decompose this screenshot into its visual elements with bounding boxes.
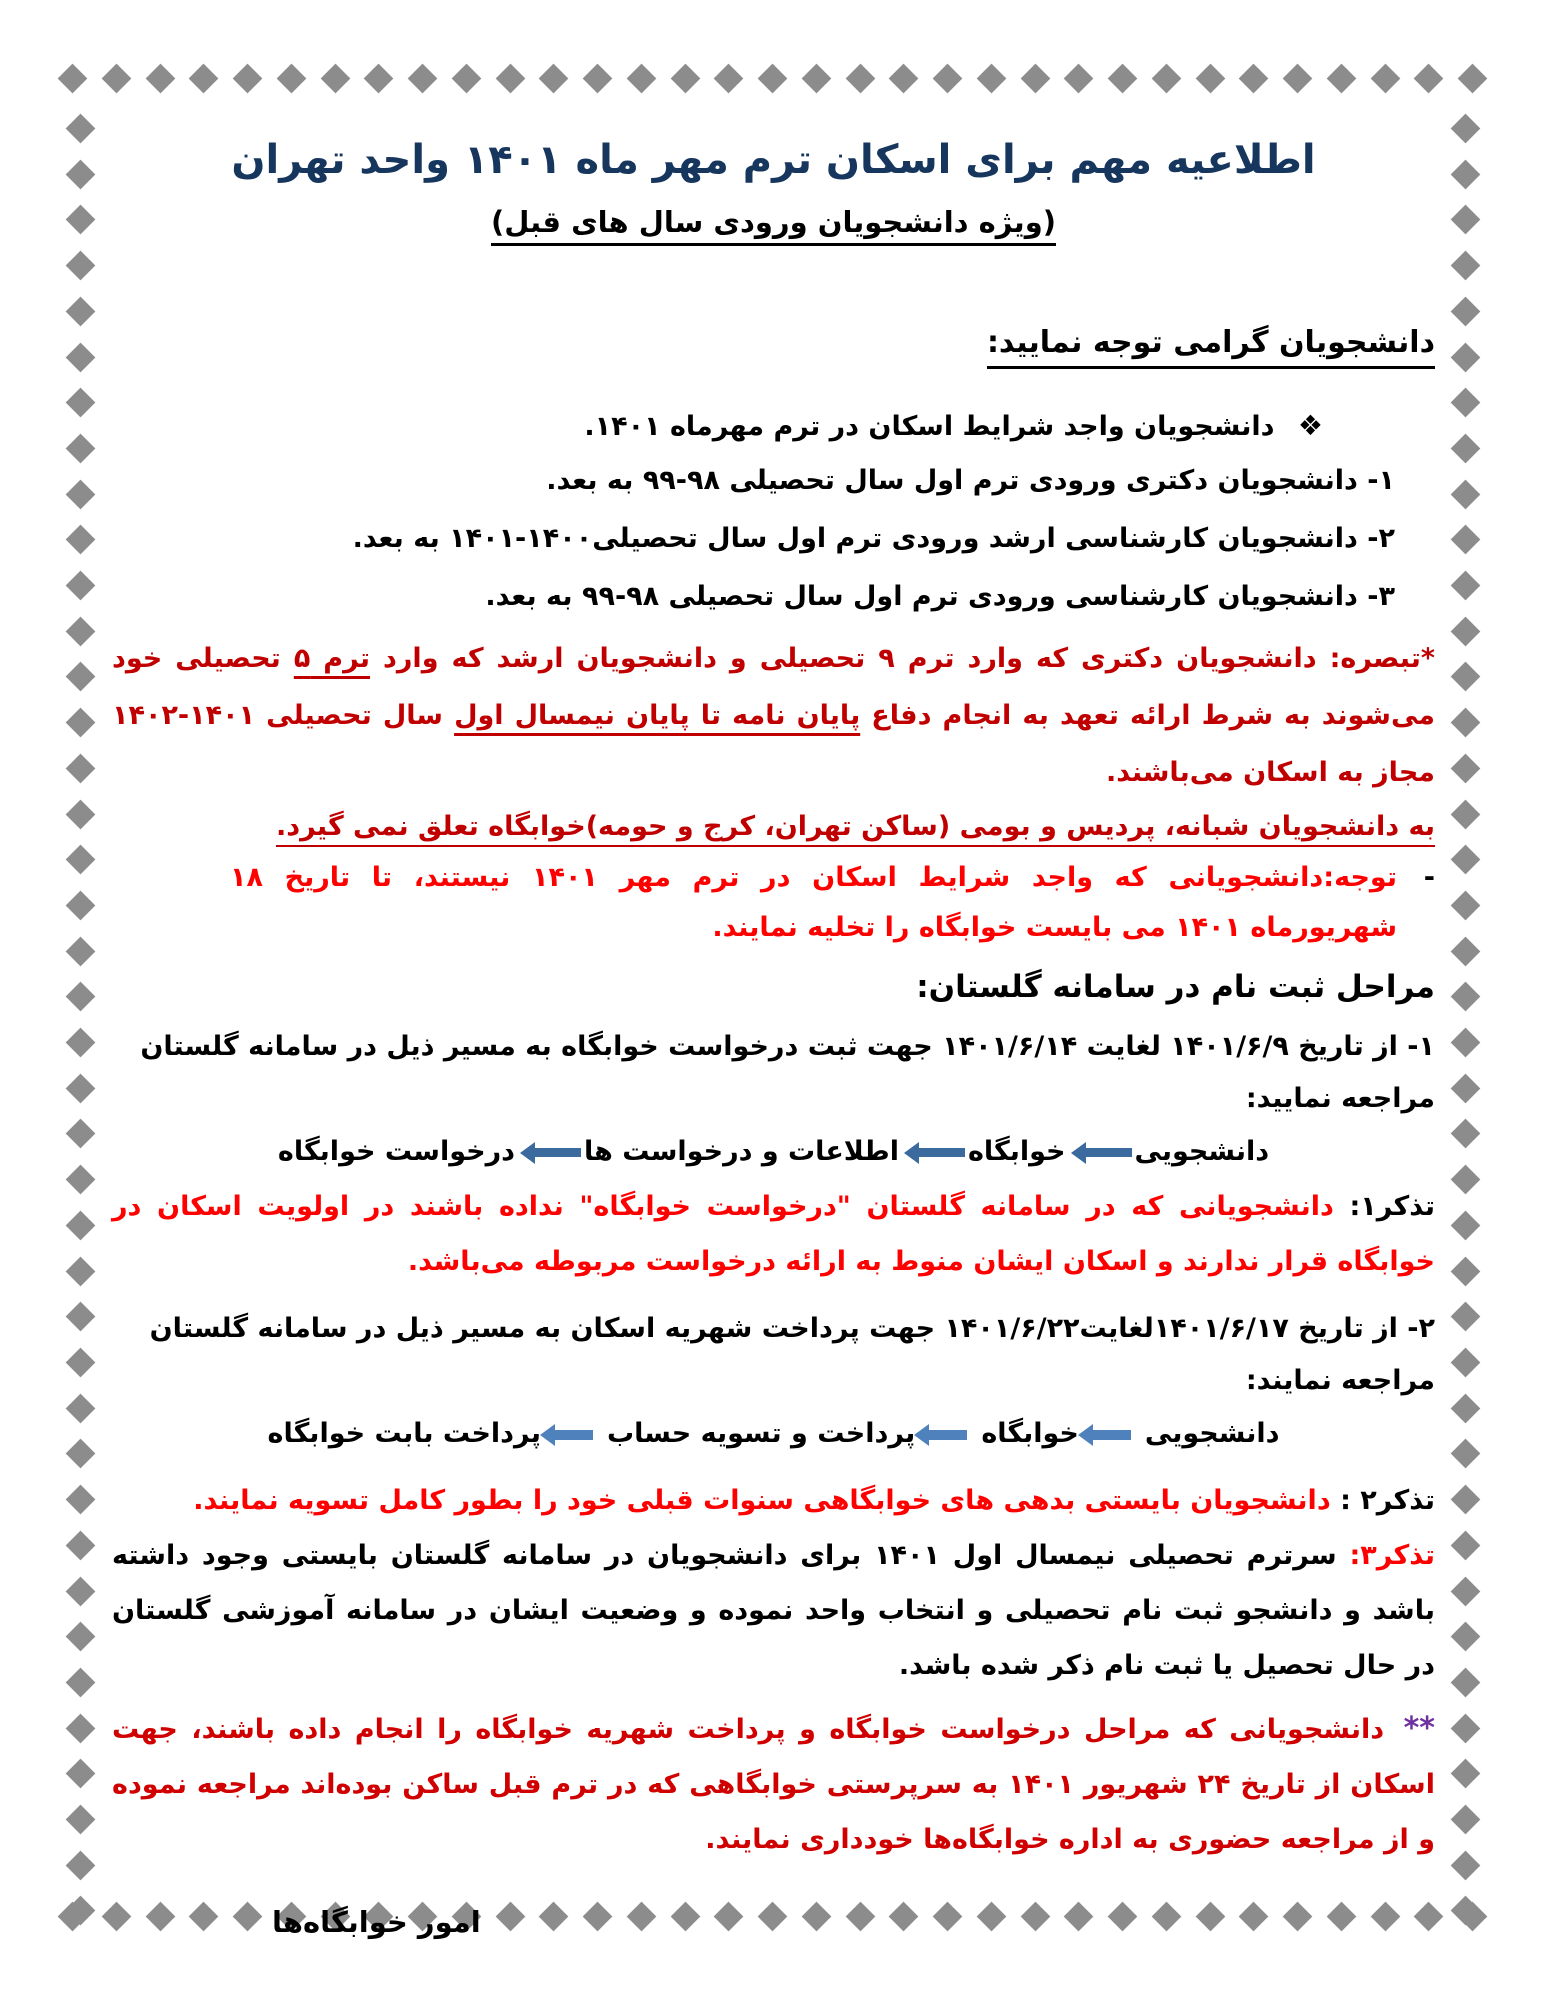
- tazakor3-label: تذکر۳:: [1349, 1540, 1435, 1571]
- diamond-shape: [65, 1211, 95, 1241]
- signature: امور خوابگاه‌ها: [272, 1905, 481, 1939]
- tazakor1-label: تذکر۱:: [1349, 1191, 1435, 1222]
- diamond-shape: [65, 251, 95, 281]
- tabsereh-underlined-term: ترم ۵: [293, 643, 371, 674]
- eligibility-item-3: ۳- دانشجویان کارشناسی ورودی ترم اول سال تحصیلی ۹۸-۹۹ به بعد.: [485, 581, 1395, 612]
- tazakor2-label: تذکر۲ :: [1340, 1485, 1435, 1516]
- arrow-left-icon: [1093, 1430, 1131, 1440]
- diamond-shape: [801, 63, 831, 93]
- diamond-shape: [1450, 1073, 1480, 1103]
- diamond-shape: [65, 1622, 95, 1652]
- step-1-text: ۱- از تاریخ ۱۴۰۱/۶/۹ لغایت ۱۴۰۱/۶/۱۴ جهت ثبت درخواست خوابگاه به مسیر ذیل در سامانه گلستان مراجعه نمایید:: [140, 1031, 1435, 1114]
- note-tabsereh: [112, 630, 1435, 801]
- note-shabaneh: [112, 801, 1435, 853]
- diamond-bullet-icon: ❖: [1297, 409, 1323, 442]
- diamond-shape: [1450, 1302, 1480, 1332]
- diamond-shape: [1450, 936, 1480, 966]
- diamond-shape: [65, 662, 95, 692]
- diamond-shape: [276, 63, 306, 93]
- path1-step-2: خوابگاه: [967, 1136, 1066, 1167]
- diamond-shape: [1458, 63, 1488, 93]
- diamond-shape: [1283, 63, 1313, 93]
- diamond-shape: [1020, 63, 1050, 93]
- diamond-shape: [583, 63, 613, 93]
- tabsereh-seg-3: سال تحصیلی ۱۴۰۱-۱۴۰۲ مجاز به اسکان می‌باشند.: [112, 700, 1435, 788]
- diamond-shape: [1450, 662, 1480, 692]
- diamond-shape: [1326, 63, 1356, 93]
- diamond-shape: [65, 845, 95, 875]
- tazakor2-body: دانشجویان بایستی بدهی های خوابگاهی سنوات قبلی خود را بطور کامل تسویه نمایند.: [193, 1485, 1341, 1516]
- diamond-shape: [65, 1119, 95, 1149]
- tabsereh-seg-2: تحصیلی خود می‌شوند به شرط ارائه تعهد به انجام دفاع: [112, 643, 1435, 731]
- diamond-shape: [189, 63, 219, 93]
- diamond-shape: [65, 799, 95, 829]
- diamond-shape: [626, 63, 656, 93]
- diamond-shape: [670, 63, 700, 93]
- diamond-shape: [65, 434, 95, 464]
- diamond-shape: [1450, 388, 1480, 418]
- diamond-shape: [65, 1896, 95, 1926]
- diamond-shape: [1450, 799, 1480, 829]
- diamond-border-left: [64, 118, 96, 1922]
- diamond-shape: [1450, 1668, 1480, 1698]
- golestan-menu-path-2: [112, 1407, 1435, 1461]
- note-tazakor-3: [112, 1528, 1435, 1693]
- diamond-shape: [714, 63, 744, 93]
- eligibility-intro-text: دانشجویان واجد شرایط اسکان در ترم مهرماه ۱۴۰۱.: [584, 411, 1275, 442]
- diamond-shape: [65, 1439, 95, 1469]
- path2-step-1: دانشجویی: [1144, 1418, 1280, 1449]
- diamond-shape: [65, 296, 95, 326]
- diamond-shape: [1450, 434, 1480, 464]
- diamond-shape: [933, 63, 963, 93]
- path1-step-4: درخواست خوابگاه: [277, 1136, 516, 1167]
- diamond-shape: [495, 63, 525, 93]
- diamond-shape: [539, 63, 569, 93]
- diamond-shape: [65, 1805, 95, 1835]
- path2-step-4: پرداخت بابت خوابگاه: [267, 1418, 541, 1449]
- tazakor1-body: دانشجویانی که در سامانه گلستان "درخواست خوابگاه" نداده باشند در اولویت اسکان در خوابگاه قرار ندارند و اسکان ایشان منوط به ارائه درخواست مربوطه می‌باشد.: [112, 1191, 1435, 1277]
- diamond-shape: [1450, 1896, 1480, 1926]
- diamond-shape: [1450, 753, 1480, 783]
- greeting-heading: دانشجویان گرامی توجه نمایید:: [987, 325, 1435, 369]
- diamond-shape: [1450, 159, 1480, 189]
- path2-step-2: خوابگاه: [981, 1418, 1079, 1449]
- diamond-shape: [451, 63, 481, 93]
- step-2-text: ۲- از تاریخ ۱۴۰۱/۶/۱۷لغایت۱۴۰۱/۶/۲۲ جهت پرداخت شهریه اسکان به مسیر ذیل در سامانه گلستان مراجعه نمایند:: [149, 1313, 1435, 1396]
- tabsereh-underlined-phrase: پایان نامه تا پایان نیمسال اول: [454, 700, 861, 731]
- diamond-shape: [1450, 479, 1480, 509]
- diamond-shape: [1239, 63, 1269, 93]
- page-title: اطلاعیه مهم برای اسکان ترم مهر ماه ۱۴۰۱ واحد تهران: [231, 137, 1316, 183]
- diamond-shape: [65, 753, 95, 783]
- note-tazakor-2: [112, 1473, 1435, 1528]
- diamond-shape: [65, 1028, 95, 1058]
- path2-step-3: پرداخت و تسویه حساب: [606, 1418, 916, 1449]
- diamond-shape: [1450, 1805, 1480, 1835]
- page-subtitle: (ویژه دانشجویان ورودی سال های قبل): [491, 205, 1056, 246]
- greeting-wrap: [112, 315, 1435, 375]
- path1-step-1: دانشجویی: [1134, 1136, 1270, 1167]
- golestan-menu-path-1: [112, 1125, 1435, 1179]
- tazakor3-body: سرترم تحصیلی نیمسال اول ۱۴۰۱ برای دانشجویان در سامانه گلستان بایستی وجود داشته باشد و دانشجو ثبت نام تحصیلی و انتخاب واحد نموده و وضعیت ایشان در سامانه آموزشی گلستان در حال تحصیل یا ثبت نام ذکر شده باشد.: [112, 1540, 1435, 1681]
- eligibility-intro-line: [112, 401, 1435, 452]
- diamond-shape: [65, 891, 95, 921]
- diamond-shape: [1450, 1119, 1480, 1149]
- diamond-shape: [1450, 1439, 1480, 1469]
- diamond-shape: [65, 1485, 95, 1515]
- diamond-shape: [65, 1348, 95, 1378]
- diamond-shape: [1450, 114, 1480, 144]
- diamond-shape: [65, 1759, 95, 1789]
- diamond-shape: [1450, 1622, 1480, 1652]
- arrow-left-icon: [929, 1430, 967, 1440]
- diamond-shape: [101, 63, 131, 93]
- diamond-shape: [65, 205, 95, 235]
- diamond-shape: [1450, 1348, 1480, 1378]
- diamond-shape: [845, 63, 875, 93]
- diamond-shape: [65, 1668, 95, 1698]
- diamond-shape: [233, 63, 263, 93]
- diamond-shape: [364, 63, 394, 93]
- diamond-shape: [1450, 1211, 1480, 1241]
- tabsereh-seg-1: *تبصره: دانشجویان دکتری که وارد ترم ۹ تحصیلی و دانشجویان ارشد که وارد: [370, 643, 1435, 674]
- diamond-shape: [65, 571, 95, 601]
- diamond-shape: [1450, 1530, 1480, 1560]
- subtitle-wrap: [112, 198, 1435, 251]
- diamond-shape: [1450, 1485, 1480, 1515]
- announcement-document: [112, 128, 1435, 1947]
- diamond-shape: [65, 1530, 95, 1560]
- diamond-shape: [65, 342, 95, 372]
- diamond-shape: [1450, 1759, 1480, 1789]
- diamond-shape: [889, 63, 919, 93]
- diamond-shape: [65, 616, 95, 646]
- arrow-left-icon: [555, 1430, 593, 1440]
- diamond-shape: [1064, 63, 1094, 93]
- diamond-shape: [145, 63, 175, 93]
- diamond-shape: [1450, 982, 1480, 1012]
- eligibility-item-1: ۱- دانشجویان دکتری ورودی ترم اول سال تحصیلی ۹۸-۹۹ به بعد.: [546, 465, 1395, 496]
- note-tazakor-1: [112, 1179, 1435, 1289]
- diamond-shape: [408, 63, 438, 93]
- arrow-left-icon: [1086, 1148, 1132, 1157]
- diamond-shape: [1370, 63, 1400, 93]
- diamond-shape: [65, 1073, 95, 1103]
- dash-bullet: -: [1423, 862, 1435, 893]
- shabaneh-text: به دانشجویان شبانه، پردیس و بومی (ساکن تهران، کرج و حومه)خوابگاه تعلق نمی گیرد.: [276, 811, 1435, 847]
- diamond-shape: [1450, 296, 1480, 326]
- diamond-shape: [1450, 616, 1480, 646]
- diamond-shape: [65, 388, 95, 418]
- diamond-shape: [65, 1576, 95, 1606]
- diamond-shape: [1450, 708, 1480, 738]
- diamond-shape: [1108, 63, 1138, 93]
- path1-step-3: اطلاعات و درخواست ها: [584, 1136, 899, 1167]
- diamond-shape: [65, 1393, 95, 1423]
- diamond-shape: [1450, 1713, 1480, 1743]
- double-asterisk-marker: **: [1403, 1711, 1435, 1746]
- diamond-shape: [1195, 63, 1225, 93]
- diamond-shape: [976, 63, 1006, 93]
- diamond-shape: [65, 1302, 95, 1332]
- diamond-shape: [1450, 205, 1480, 235]
- diamond-shape: [65, 1256, 95, 1286]
- diamond-shape: [1450, 1393, 1480, 1423]
- diamond-border-right: [1449, 118, 1481, 1922]
- tavajoh-text: توجه:دانشجویانی که واجد شرایط اسکان در ترم مهر ۱۴۰۱ نیستند، تا تاریخ ۱۸ شهریورماه ۱۴۰۱ می بایست خوابگاه را تخلیه نمایند.: [230, 862, 1397, 943]
- diamond-shape: [1450, 891, 1480, 921]
- diamond-shape: [1450, 342, 1480, 372]
- diamond-shape: [65, 114, 95, 144]
- diamond-shape: [65, 982, 95, 1012]
- diamond-shape: [1450, 1165, 1480, 1195]
- diamond-shape: [1414, 63, 1444, 93]
- diamond-shape: [65, 479, 95, 509]
- diamond-shape: [65, 1165, 95, 1195]
- diamond-shape: [65, 159, 95, 189]
- diamond-shape: [758, 63, 788, 93]
- diamond-shape: [1450, 1256, 1480, 1286]
- diamond-shape: [1450, 845, 1480, 875]
- diamond-shape: [58, 63, 88, 93]
- arrow-left-icon: [535, 1148, 581, 1157]
- diamond-shape: [1450, 525, 1480, 555]
- diamond-shape: [1450, 1850, 1480, 1880]
- diamond-shape: [65, 1713, 95, 1743]
- arrow-left-icon: [919, 1148, 965, 1157]
- diamond-shape: [1450, 1028, 1480, 1058]
- note-tavajoh: [112, 853, 1435, 953]
- diamond-shape: [1450, 251, 1480, 281]
- diamond-shape: [65, 936, 95, 966]
- diamond-shape: [65, 708, 95, 738]
- diamond-shape: [1151, 63, 1181, 93]
- diamond-shape: [1450, 1576, 1480, 1606]
- note-final: [112, 1701, 1435, 1867]
- diamond-shape: [65, 1850, 95, 1880]
- diamond-border-top: [62, 62, 1483, 94]
- diamond-shape: [320, 63, 350, 93]
- diamond-shape: [1450, 571, 1480, 601]
- eligibility-item-2: ۲- دانشجویان کارشناسی ارشد ورودی ترم اول سال تحصیلی۱۴۰۰-۱۴۰۱ به بعد.: [352, 523, 1395, 554]
- diamond-shape: [65, 525, 95, 555]
- final-note-body: دانشجویانی که مراحل درخواست خوابگاه و پرداخت شهریه خوابگاه را انجام داده باشند، جهت اسکان از تاریخ ۲۴ شهریور ۱۴۰۱ به سرپرستی خوابگاهی که در ترم قبل ساکن بوده‌اند مراجعه نموده و از مراجعه حضوری به اداره خوابگاه‌ها خودداری نمایند.: [112, 1714, 1435, 1855]
- registration-steps-heading: مراحل ثبت نام در سامانه گلستان:: [916, 969, 1435, 1005]
